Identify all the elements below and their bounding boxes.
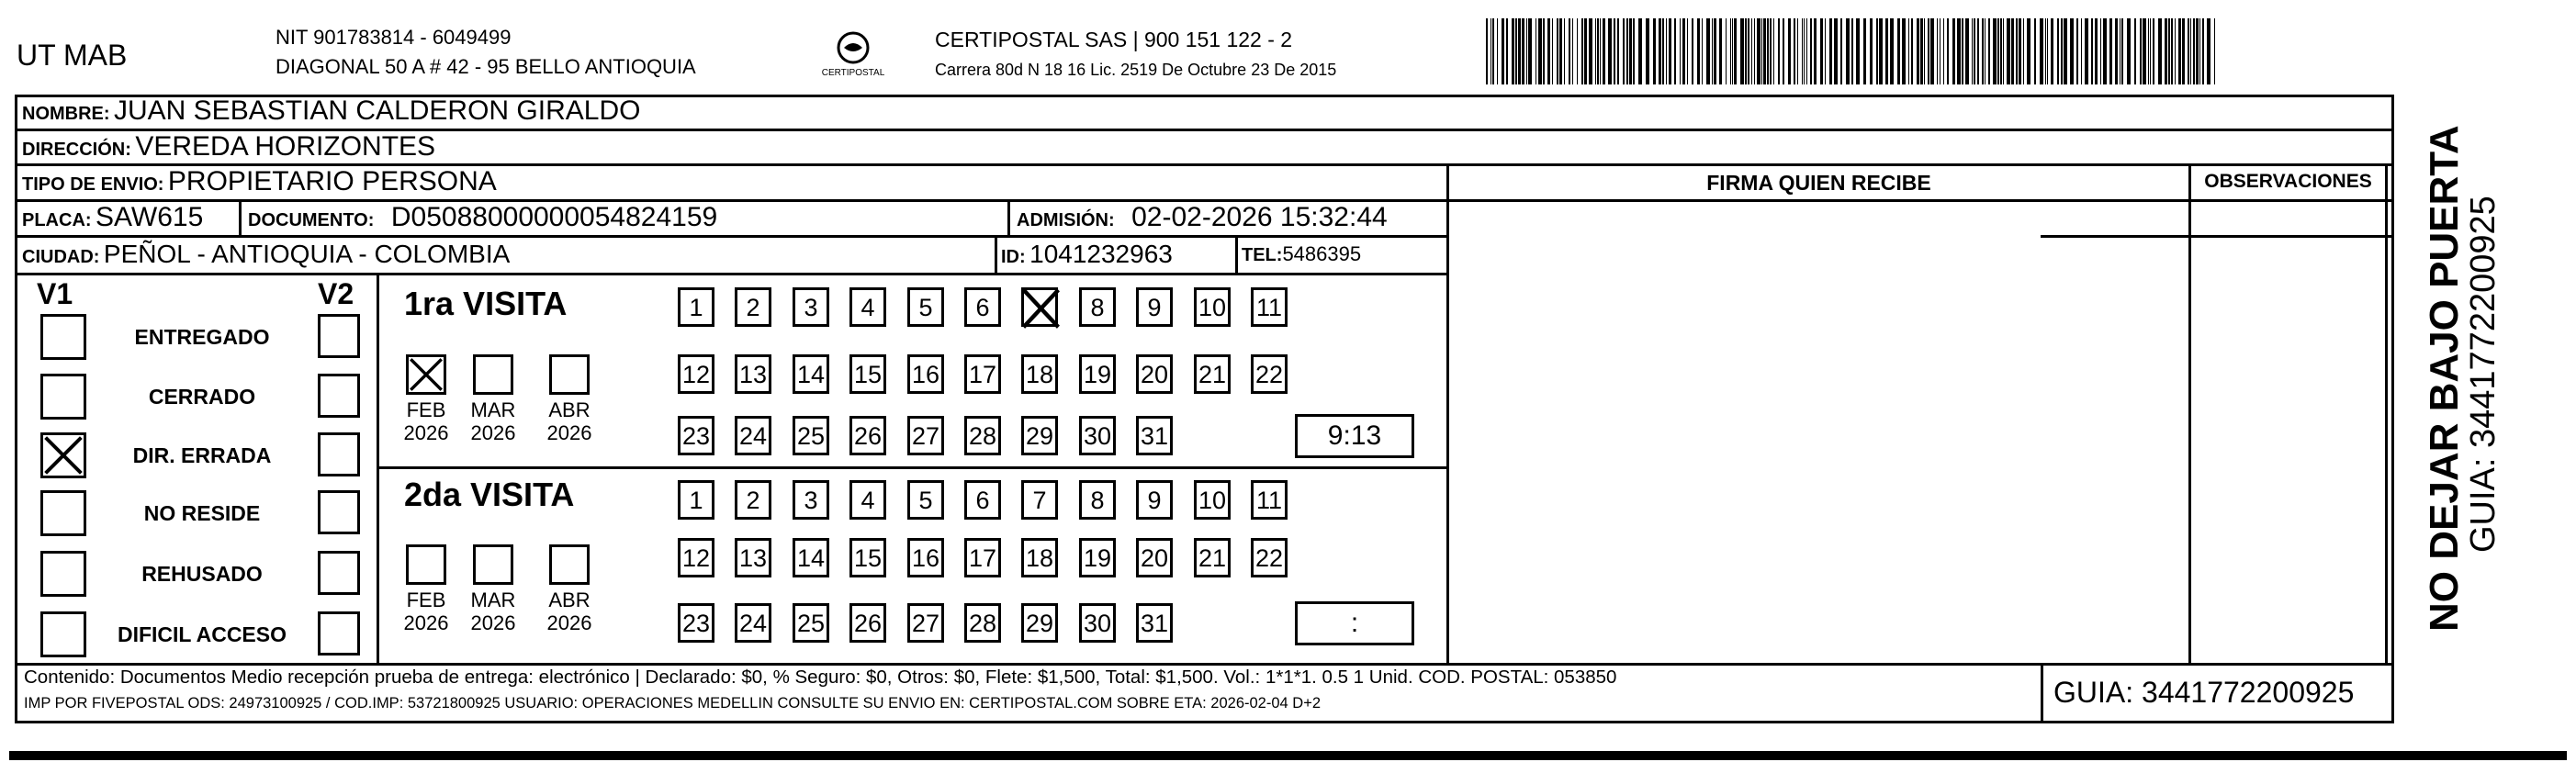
ciudad-label: CIUDAD:: [22, 247, 100, 267]
day-number: 20: [1140, 544, 1169, 572]
day-box[interactable]: [1079, 538, 1116, 577]
v2-checkbox[interactable]: [318, 432, 360, 476]
carrier-name: CERTIPOSTAL SAS | 900 151 122 - 2: [935, 28, 1293, 51]
month-checkbox[interactable]: [473, 354, 513, 395]
day-number: 19: [1083, 544, 1112, 572]
day-box[interactable]: [793, 603, 829, 643]
month-label: [542, 588, 597, 634]
v1-checkbox[interactable]: [40, 374, 86, 420]
day-number: 22: [1254, 361, 1284, 388]
day-number: 26: [853, 610, 883, 637]
col-line: [995, 235, 997, 273]
day-number: 23: [681, 422, 711, 450]
visit-time-value: :: [1350, 608, 1359, 638]
day-box[interactable]: [793, 354, 829, 394]
documento-value: D05088000000054824159: [390, 202, 718, 232]
col-line: [1235, 235, 1238, 273]
day-number: 30: [1083, 610, 1112, 637]
placa-row: [22, 202, 203, 233]
row-line: [2041, 235, 2393, 238]
frame-right: [2391, 95, 2394, 723]
day-number: 7: [1032, 487, 1047, 514]
day-box[interactable]: [1136, 603, 1173, 643]
day-number: 28: [968, 422, 997, 450]
ciudad-value: PEÑOL - ANTIOQUIA - COLOMBIA: [103, 240, 511, 268]
day-box[interactable]: [907, 287, 944, 327]
x-mark-icon: [409, 357, 444, 392]
footer-imp: IMP POR FIVEPOSTAL ODS: 24973100925 / COD.IMP: 53721800925 USUARIO: OPERACIONES MEDELLIN CONSULTE SU ENVIO EN: CERTIPOSTAL.COM SOBRE ETA: 2026-02-04 D+2: [24, 695, 1322, 712]
month-name: FEB: [406, 588, 446, 611]
day-box[interactable]: [1136, 416, 1173, 455]
day-box[interactable]: [1136, 354, 1173, 394]
day-box[interactable]: [964, 416, 1001, 455]
day-number: 17: [968, 361, 997, 388]
row-line: [15, 663, 2393, 666]
month-year: 2026: [403, 611, 449, 634]
month-name: MAR: [470, 588, 516, 611]
day-number: 31: [1140, 610, 1169, 637]
day-box[interactable]: [1136, 538, 1173, 577]
day-box[interactable]: [1194, 538, 1231, 577]
day-box[interactable]: [735, 538, 771, 577]
day-box[interactable]: [1021, 603, 1058, 643]
day-box[interactable]: [793, 416, 829, 455]
day-number: 28: [968, 610, 997, 637]
month-checkbox[interactable]: [406, 354, 446, 395]
day-box[interactable]: [964, 480, 1001, 520]
day-box[interactable]: [678, 354, 714, 394]
ciudad-row: [22, 240, 510, 269]
v1-label: V1: [37, 277, 73, 310]
day-number: 6: [975, 294, 990, 321]
visit2-title: 2da VISITA: [404, 476, 575, 513]
visit-time[interactable]: [1295, 601, 1414, 645]
v2-checkbox[interactable]: [318, 314, 360, 358]
day-number: 24: [738, 422, 768, 450]
day-number: 5: [918, 487, 933, 514]
month-year: 2026: [470, 421, 516, 444]
day-box[interactable]: [964, 538, 1001, 577]
certipostal-logo: [816, 29, 891, 83]
status-label: ENTREGADO: [134, 325, 270, 349]
visit-divider: [377, 466, 1449, 469]
row-line: [15, 273, 1449, 275]
month-name: ABR: [548, 588, 591, 611]
firma-header: FIRMA QUIEN RECIBE: [1706, 171, 1931, 195]
month-name: MAR: [470, 398, 516, 421]
admision-label: ADMISIÓN:: [1017, 210, 1115, 230]
col-line: [2385, 163, 2388, 663]
col-line: [2188, 163, 2191, 663]
day-number: 8: [1090, 487, 1105, 514]
v1-checkbox[interactable]: [40, 490, 86, 536]
documento-row: [248, 202, 717, 233]
nombre-value: JUAN SEBASTIAN CALDERON GIRALDO: [114, 95, 641, 126]
day-number: 24: [738, 610, 768, 637]
visit1-title: 1ra VISITA: [404, 285, 568, 322]
day-number: 14: [796, 361, 826, 388]
month-year: 2026: [470, 611, 516, 634]
observaciones-header: OBSERVACIONES: [2204, 171, 2372, 192]
day-box[interactable]: [1079, 603, 1116, 643]
day-number: 9: [1147, 487, 1162, 514]
nombre-label: NOMBRE:: [22, 104, 110, 124]
day-box[interactable]: [793, 538, 829, 577]
col-line: [2041, 663, 2043, 721]
day-number: 9: [1147, 294, 1162, 321]
day-box[interactable]: [1079, 416, 1116, 455]
visit-time[interactable]: [1295, 414, 1414, 458]
month-year: 2026: [546, 611, 592, 634]
v1-checkbox[interactable]: [40, 314, 86, 360]
v2-checkbox[interactable]: [318, 551, 360, 595]
day-number: 12: [681, 361, 711, 388]
side-warning: NO DEJAR BAJO PUERTA: [2422, 125, 2467, 632]
placa-value: SAW615: [96, 202, 204, 232]
day-box[interactable]: [1251, 480, 1288, 520]
day-number: 30: [1083, 422, 1112, 450]
status-label: NO RESIDE: [143, 501, 261, 525]
frame-left: [15, 95, 17, 723]
company-address: DIAGONAL 50 A # 42 - 95 BELLO ANTIOQUIA: [276, 55, 696, 78]
day-box[interactable]: [1251, 354, 1288, 394]
tipo-label: TIPO DE ENVIO:: [22, 174, 164, 195]
day-number: 31: [1140, 422, 1169, 450]
v2-checkbox[interactable]: [318, 374, 360, 418]
day-number: 27: [911, 422, 940, 450]
day-number: 8: [1090, 294, 1105, 321]
day-box[interactable]: [1079, 287, 1116, 327]
day-box[interactable]: [964, 287, 1001, 327]
day-box[interactable]: [678, 480, 714, 520]
day-box[interactable]: [735, 603, 771, 643]
status-label: DIR. ERRADA: [132, 443, 272, 467]
logo-text: CERTIPOSTAL: [821, 68, 885, 78]
day-number: 4: [861, 487, 875, 514]
nit: NIT 901783814 - 6049499: [276, 26, 512, 49]
day-box[interactable]: [849, 287, 886, 327]
day-box[interactable]: [849, 480, 886, 520]
barcode-bars: [1486, 18, 2216, 84]
day-number: 15: [853, 361, 883, 388]
month-year: 2026: [403, 421, 449, 444]
day-number: 16: [911, 544, 940, 572]
month-checkbox[interactable]: [549, 544, 590, 585]
direccion-label: DIRECCIÓN:: [22, 140, 131, 160]
day-box[interactable]: [735, 287, 771, 327]
day-number: 19: [1083, 361, 1112, 388]
day-number: 11: [1255, 487, 1283, 514]
day-number: 17: [968, 544, 997, 572]
v1-checkbox[interactable]: [40, 432, 86, 478]
month-year: 2026: [546, 421, 592, 444]
day-box[interactable]: [735, 480, 771, 520]
day-box[interactable]: [1251, 538, 1288, 577]
day-number: 18: [1025, 361, 1054, 388]
day-number: 2: [746, 294, 760, 321]
day-number: 22: [1254, 544, 1284, 572]
day-number: 29: [1025, 610, 1054, 637]
day-box[interactable]: [1021, 538, 1058, 577]
day-box[interactable]: [849, 354, 886, 394]
tipo-value: PROPIETARIO PERSONA: [167, 166, 497, 196]
day-number: 27: [911, 610, 940, 637]
documento-label: DOCUMENTO:: [248, 210, 375, 230]
month-label: [466, 588, 521, 634]
month-name: FEB: [406, 398, 446, 421]
month-checkbox[interactable]: [473, 544, 513, 585]
day-box[interactable]: [907, 538, 944, 577]
day-box[interactable]: [735, 354, 771, 394]
status-label: CERRADO: [148, 385, 256, 409]
day-box[interactable]: [793, 480, 829, 520]
x-mark-icon: [1021, 287, 1061, 330]
day-box[interactable]: [907, 416, 944, 455]
placa-label: PLACA:: [22, 210, 92, 230]
day-box[interactable]: [1194, 480, 1231, 520]
day-box[interactable]: [1136, 287, 1173, 327]
day-box[interactable]: [907, 480, 944, 520]
day-number: 25: [796, 422, 826, 450]
id-value: 1041232963: [1029, 240, 1173, 268]
direccion-row: [22, 131, 435, 162]
id-label: ID:: [1001, 247, 1026, 267]
day-number: 13: [738, 544, 768, 572]
status-label: REHUSADO: [141, 562, 263, 586]
footer-guia: GUIA: 3441772200925: [2053, 676, 2355, 709]
month-checkbox[interactable]: [406, 544, 446, 585]
day-box[interactable]: [1194, 354, 1231, 394]
day-number: 16: [911, 361, 940, 388]
day-box[interactable]: [964, 354, 1001, 394]
day-number: 6: [975, 487, 990, 514]
direccion-value: VEREDA HORIZONTES: [135, 131, 436, 162]
visit-time-value: 9:13: [1327, 420, 1382, 451]
nombre-row: [22, 95, 640, 127]
admision-value: 02-02-2026 15:32:44: [1131, 202, 1388, 232]
day-number: 2: [746, 487, 760, 514]
day-box[interactable]: [678, 538, 714, 577]
day-box[interactable]: [678, 287, 714, 327]
day-box[interactable]: [964, 603, 1001, 643]
day-number: 12: [681, 544, 711, 572]
day-number: 10: [1198, 294, 1227, 321]
day-box[interactable]: [849, 416, 886, 455]
day-number: 1: [689, 487, 703, 514]
day-number: 29: [1025, 422, 1054, 450]
day-number: 21: [1198, 361, 1227, 388]
day-number: 21: [1198, 544, 1227, 572]
status-label: DIFICIL ACCESO: [117, 622, 287, 646]
admision-row: [1017, 202, 1388, 233]
tel-row: [1242, 242, 1361, 266]
month-label: [399, 398, 454, 444]
day-number: 3: [804, 487, 818, 514]
day-number: 20: [1140, 361, 1169, 388]
day-box[interactable]: [1021, 287, 1058, 327]
day-box[interactable]: [907, 354, 944, 394]
day-number: 23: [681, 610, 711, 637]
v2-checkbox[interactable]: [318, 490, 360, 534]
day-box[interactable]: [1079, 480, 1116, 520]
col-line: [239, 199, 242, 236]
day-box[interactable]: [849, 603, 886, 643]
month-label: [542, 398, 597, 444]
id-row: [1001, 240, 1173, 269]
footer-contenido: Contenido: Documentos Medio recepción prueba de entrega: electrónico | Declarado: $0, % Seguro: $0, Otros: $0, Flete: $1,500, Total: $1,500. Vol.: 1*1*1. 0.5 1 Unid. COD. POSTAL: 053850: [24, 667, 1617, 688]
v2-checkbox[interactable]: [318, 611, 360, 656]
day-box[interactable]: [1021, 354, 1058, 394]
day-number: 3: [804, 294, 818, 321]
day-number: 26: [853, 422, 883, 450]
company-name: UT MAB: [17, 39, 128, 72]
day-number: 18: [1025, 544, 1054, 572]
day-box[interactable]: [1194, 287, 1231, 327]
day-number: 1: [689, 294, 703, 321]
month-checkbox[interactable]: [549, 354, 590, 395]
day-box[interactable]: [735, 416, 771, 455]
month-name: ABR: [548, 398, 591, 421]
v2-label: V2: [318, 277, 354, 310]
v1-checkbox[interactable]: [40, 551, 86, 597]
day-box[interactable]: [1021, 480, 1058, 520]
day-number: 14: [796, 544, 826, 572]
v1-checkbox[interactable]: [40, 611, 86, 657]
day-number: 11: [1255, 294, 1283, 321]
frame-bottom: [15, 721, 2393, 723]
day-box[interactable]: [1021, 416, 1058, 455]
tipo-row: [22, 166, 497, 197]
day-box[interactable]: [678, 416, 714, 455]
day-box[interactable]: [1136, 480, 1173, 520]
tel-value: 5486395: [1282, 242, 1362, 265]
day-box[interactable]: [849, 538, 886, 577]
day-box[interactable]: [793, 287, 829, 327]
barcode: [1486, 18, 2216, 84]
day-number: 13: [738, 361, 768, 388]
month-label: [399, 588, 454, 634]
day-number: 10: [1198, 487, 1227, 514]
day-number: 4: [861, 294, 875, 321]
day-box[interactable]: [678, 603, 714, 643]
col-line: [1007, 199, 1010, 236]
month-label: [466, 398, 521, 444]
row-line: [15, 235, 1449, 238]
day-number: 5: [918, 294, 933, 321]
tel-label: TEL:: [1242, 245, 1283, 265]
side-guia: GUIA: 3441772200925: [2464, 196, 2503, 553]
day-box[interactable]: [1251, 287, 1288, 327]
x-mark-icon: [43, 435, 84, 476]
col-line: [1446, 163, 1449, 663]
day-box[interactable]: [1079, 354, 1116, 394]
carrier-license: Carrera 80d N 18 16 Lic. 2519 De Octubre 23 De 2015: [935, 61, 1337, 79]
day-number: 15: [853, 544, 883, 572]
day-box[interactable]: [907, 603, 944, 643]
day-number: 25: [796, 610, 826, 637]
page-edge: [9, 751, 2567, 760]
